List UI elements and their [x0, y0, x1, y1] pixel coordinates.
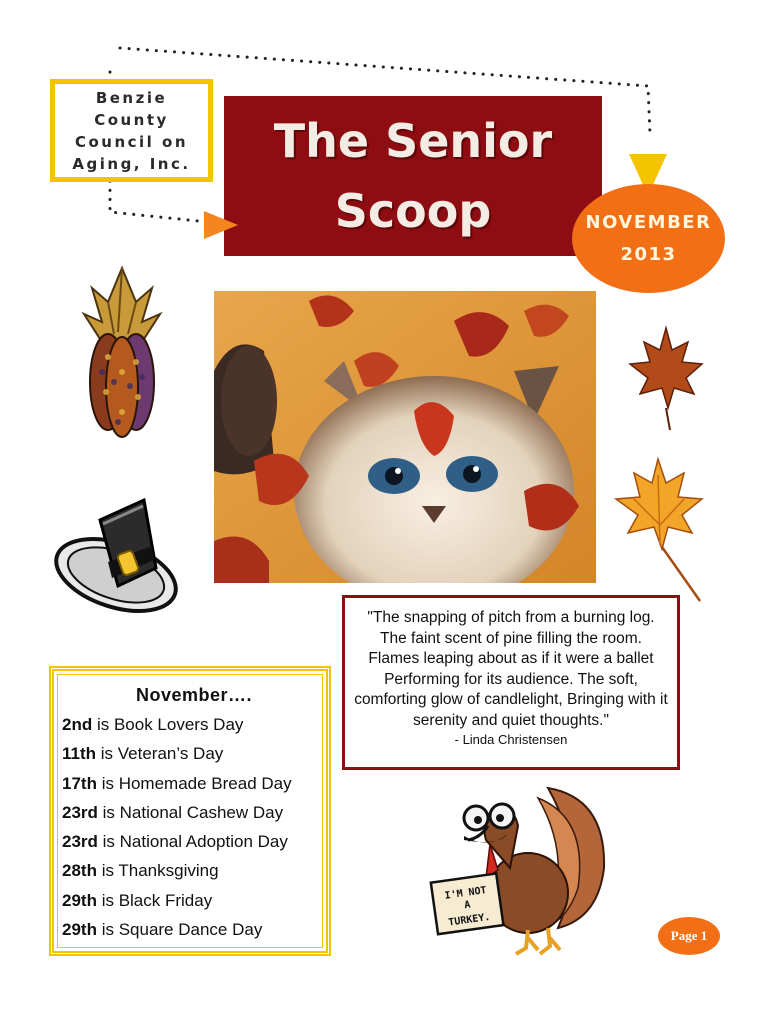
list-item [62, 827, 326, 856]
list-item [62, 856, 326, 885]
list-item-text: is National Cashew Day [97, 802, 284, 822]
list-item [62, 769, 326, 798]
list-item-text: is National Adoption Day [97, 832, 288, 852]
orange-arrow-icon [204, 211, 238, 239]
page-number-badge [658, 917, 720, 955]
november-observances-box [49, 666, 331, 956]
list-item-text: is Veteran’s Day [96, 744, 224, 764]
issue-date-badge [572, 184, 725, 293]
list-item-day: 29th [62, 920, 97, 940]
list-item-day: 28th [62, 861, 97, 881]
list-item [62, 710, 326, 739]
maple-leaf-yellow-illustration [614, 455, 706, 605]
indian-corn-illustration [78, 262, 166, 442]
pilgrim-hat-illustration [48, 490, 188, 615]
list-item-text: is Book Lovers Day [92, 715, 244, 734]
list-item [62, 798, 326, 827]
quote-author: - Linda Christensen [454, 732, 568, 747]
page-number: Page 1 [670, 928, 708, 943]
list-item-text: is Square Dance Day [96, 920, 263, 940]
list-item-day: 23rd [62, 802, 98, 822]
list-item-day: 23rd [62, 832, 98, 852]
organization-box [50, 79, 213, 182]
list-item-day: 29th [62, 890, 97, 910]
list-heading: November…. [135, 685, 253, 705]
turkey-sign-text: I'M NOT [444, 885, 488, 902]
list-item-day: 17th [62, 773, 97, 793]
turkey-disguise-illustration [428, 778, 608, 963]
list-item-text: is Thanksgiving [96, 861, 219, 881]
newsletter-title-box [224, 96, 602, 256]
issue-month: NOVEMBER [585, 211, 712, 233]
svg-text:TURKEY.: TURKEY. [447, 911, 492, 929]
quote-box [342, 595, 680, 770]
list-item-day: 2nd [62, 715, 93, 734]
issue-year: 2013 [620, 243, 677, 265]
list-item [62, 739, 326, 768]
list-item [62, 915, 326, 944]
maple-leaf-brown-illustration [626, 324, 706, 434]
list-item [62, 886, 326, 915]
cat-with-autumn-leaves-photo [214, 291, 596, 583]
newsletter-title: The Senior Scoop [273, 114, 553, 238]
list-item-text: is Homemade Bread Day [96, 773, 292, 793]
organization-name: Benzie County Council on Aging, Inc. [72, 88, 191, 173]
svg-text:A: A [463, 899, 472, 912]
list-item-text: is Black Friday [96, 890, 213, 910]
list-item-day: 11th [62, 744, 97, 764]
quote-text: "The snapping of pitch from a burning log. The faint scent of pine filling the room. Flames leaping about as if it were a ballet Performing for its audience. The soft, comforting glow of candlelight, Bringing with it serenity and quiet thoughts." [354, 609, 668, 729]
